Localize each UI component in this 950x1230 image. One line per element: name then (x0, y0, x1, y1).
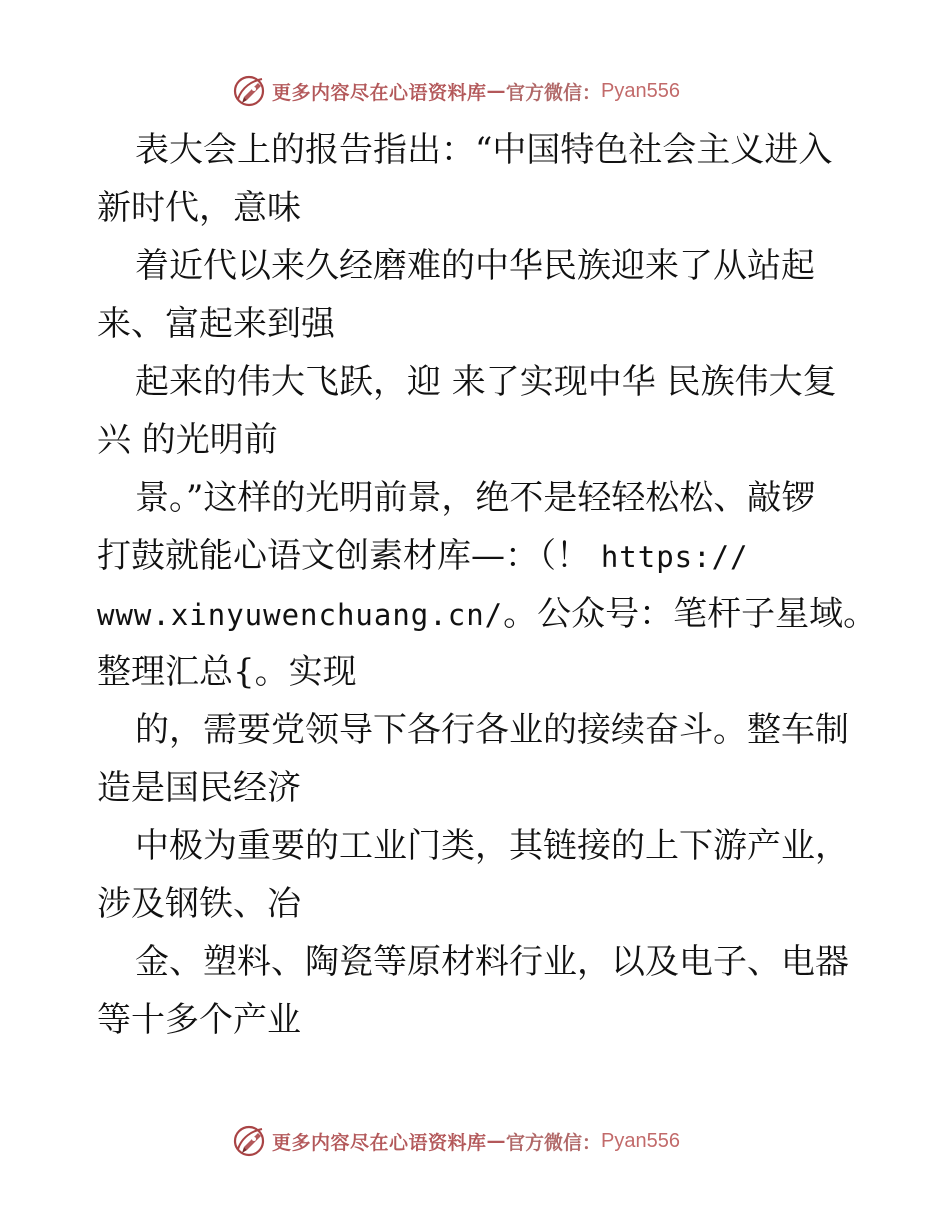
header-wechat-label: 官方微信： (506, 81, 602, 104)
text-line: 表大会上的报告指出：“中国特色社会主义进入 (135, 130, 833, 170)
footer-site-text: 更多内容尽在心语资料库 (272, 1131, 487, 1154)
red-pen-logo-icon (232, 73, 268, 109)
text-line: 中极为重要的工业门类，其链接的上下游产业， (135, 826, 849, 866)
text-fragment: 打鼓就能心语文创素材库—：（！ (97, 536, 590, 576)
text-line: 的，需要党领导下各行各业的接续奋斗。整车制 (135, 710, 849, 750)
footer-watermark (232, 1121, 752, 1161)
header-dash: — (486, 80, 507, 102)
text-line (97, 527, 867, 585)
text-line: 着近代以来久经磨难的中华民族迎来了从站起 (135, 246, 815, 286)
text-line: 金、塑料、陶瓷等原材料行业，以及电子、电器 (135, 942, 849, 982)
url-fragment: https:// (600, 540, 749, 574)
text-fragment: 。公众号：笔杆子星域。 (503, 594, 878, 634)
text-line: 新时代，意味 (97, 188, 301, 228)
text-line: 来、富起来到强 (97, 304, 335, 344)
text-line: 涉及钢铁、冶 (97, 884, 301, 924)
text-line: 起来的伟大飞跃，迎 来了实现中华 民族伟大复 (135, 362, 837, 402)
footer-wechat-label: 官方微信： (506, 1131, 602, 1154)
footer-wechat-id: Pyan556 (601, 1129, 680, 1152)
text-line: 等十多个产业 (97, 1000, 301, 1040)
text-line: 景。”这样的光明前景，绝不是轻轻松松、敲锣 (135, 478, 816, 518)
text-line (97, 585, 878, 643)
text-line: 兴 的光明前 (97, 420, 278, 460)
body-text (97, 121, 878, 1049)
text-line: 整理汇总{。实现 (97, 652, 357, 692)
footer-dash: — (486, 1130, 507, 1152)
header-watermark (232, 71, 752, 111)
text-line: 造是国民经济 (97, 768, 301, 808)
website-url: www.xinyuwenchuang.cn/ (97, 598, 504, 632)
header-wechat-id: Pyan556 (601, 79, 680, 102)
header-site-text: 更多内容尽在心语资料库 (272, 81, 487, 104)
red-pen-logo-icon (232, 1123, 268, 1159)
